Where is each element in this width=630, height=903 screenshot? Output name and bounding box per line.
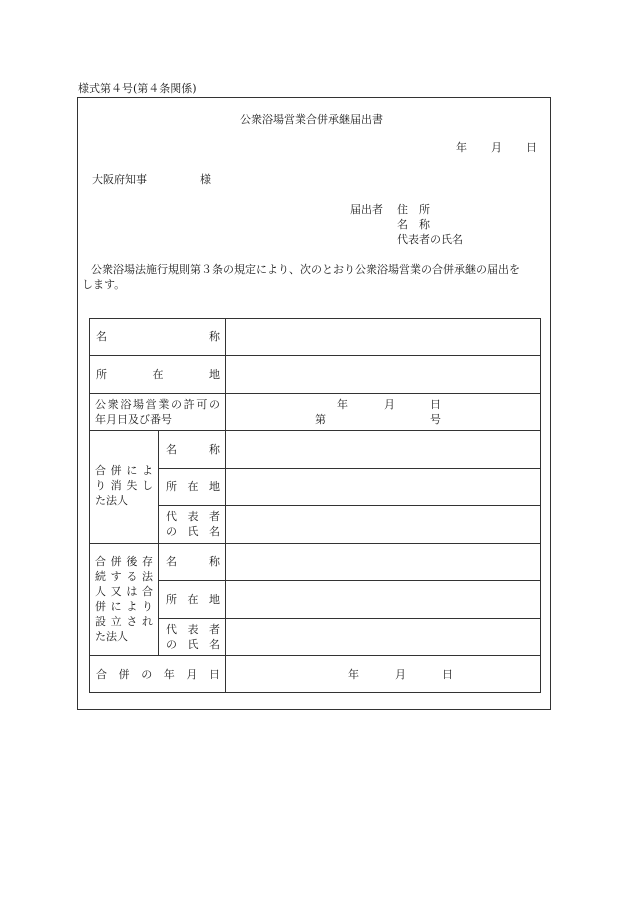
merger-year-label: 年 (348, 668, 359, 681)
surviving-name-char: 称 (209, 555, 220, 568)
dissolved-group-label-line: り消失し (95, 479, 153, 492)
dissolved-location-char: 地 (209, 480, 220, 493)
dissolved-location-char: 在 (187, 480, 199, 493)
merger-date-char: 日 (208, 668, 220, 681)
dissolved-group-label-line: た法人 (95, 494, 128, 507)
surviving-group-label-line: 設立され (95, 615, 153, 628)
date-month-label: 月 (491, 141, 502, 154)
permit-day-label: 日 (430, 398, 441, 411)
permit-year-label: 年 (337, 398, 348, 411)
notifier-name-label: 名 称 (397, 218, 430, 231)
dissolved-rep-char: の (166, 525, 177, 538)
surviving-rep-label-line1 (166, 623, 220, 637)
merger-date-char: 併 (118, 668, 130, 681)
form-number-label: 様式第４号(第４条関係) (78, 82, 197, 95)
dissolved-location-char: 所 (166, 480, 177, 493)
dissolved-rep-label-line2 (166, 525, 220, 539)
notifier-address-label: 住 所 (397, 203, 430, 216)
surviving-rep-char: 表 (187, 623, 199, 636)
row-location-char: 所 (96, 368, 107, 381)
surviving-name-char: 名 (166, 555, 177, 568)
dissolved-group-label-line: 合併によ (95, 464, 153, 477)
merger-day-label: 日 (442, 668, 453, 681)
body-text-line1: 公衆浴場法施行規則第３条の規定により、次のとおり公衆浴場営業の合併承継の届出を (91, 263, 520, 276)
surviving-rep-label-line2 (166, 638, 220, 652)
body-text-line2: します。 (82, 278, 126, 291)
surviving-rep-char: の (166, 638, 177, 651)
surviving-group-label-line: た法人 (95, 630, 128, 643)
dissolved-location-label (166, 480, 220, 494)
surviving-rep-char: 者 (209, 623, 220, 636)
dissolved-rep-char: 氏 (187, 525, 199, 538)
date-year-label: 年 (456, 141, 467, 154)
notifier-label: 届出者 (350, 203, 383, 216)
merger-date-char: 合 (96, 668, 107, 681)
dissolved-name-char: 称 (209, 443, 220, 456)
row-location-label (96, 368, 220, 382)
surviving-group-label-line: 人又は合 (95, 585, 153, 598)
surviving-location-char: 在 (187, 593, 199, 606)
dissolved-rep-char: 表 (187, 510, 199, 523)
merger-date-char: 年 (163, 668, 175, 681)
surviving-group-label-line: 続する法 (95, 570, 153, 583)
row-name-char: 名 (96, 330, 107, 343)
surviving-location-char: 地 (209, 593, 220, 606)
surviving-name-label (166, 555, 220, 569)
surviving-rep-char: 名 (209, 638, 220, 651)
dissolved-name-label (166, 443, 220, 457)
surviving-location-char: 所 (166, 593, 177, 606)
addressee-honorific: 様 (200, 173, 211, 186)
permit-number-suffix: 号 (430, 413, 441, 426)
dissolved-rep-char: 代 (166, 510, 177, 523)
row-permit-label-line1: 公衆浴場営業の許可の (95, 398, 220, 411)
dissolved-rep-char: 名 (209, 525, 220, 538)
permit-number-prefix: 第 (315, 413, 326, 426)
merger-month-label: 月 (395, 668, 406, 681)
addressee-name: 大阪府知事 (92, 173, 147, 186)
dissolved-name-char: 名 (166, 443, 177, 456)
merger-date-char: 月 (186, 668, 198, 681)
surviving-group-label-line: 併により (95, 600, 153, 613)
row-location-char: 地 (209, 368, 220, 381)
dissolved-rep-label-line1 (166, 510, 220, 524)
row-name-label (96, 330, 220, 344)
date-day-label: 日 (526, 141, 537, 154)
row-location-char: 在 (152, 368, 164, 381)
notifier-representative-label: 代表者の氏名 (397, 233, 463, 246)
dissolved-rep-char: 者 (209, 510, 220, 523)
merger-date-char: の (141, 668, 153, 681)
row-name-char: 称 (209, 330, 220, 343)
merger-date-label (96, 668, 220, 682)
surviving-group-label-line: 合併後存 (95, 555, 153, 568)
surviving-rep-char: 氏 (187, 638, 199, 651)
row-permit-label-line2: 年月日及び番号 (95, 413, 172, 426)
permit-month-label: 月 (384, 398, 395, 411)
surviving-location-label (166, 593, 220, 607)
form-title: 公衆浴場営業合併承継届出書 (240, 113, 383, 126)
surviving-rep-char: 代 (166, 623, 177, 636)
